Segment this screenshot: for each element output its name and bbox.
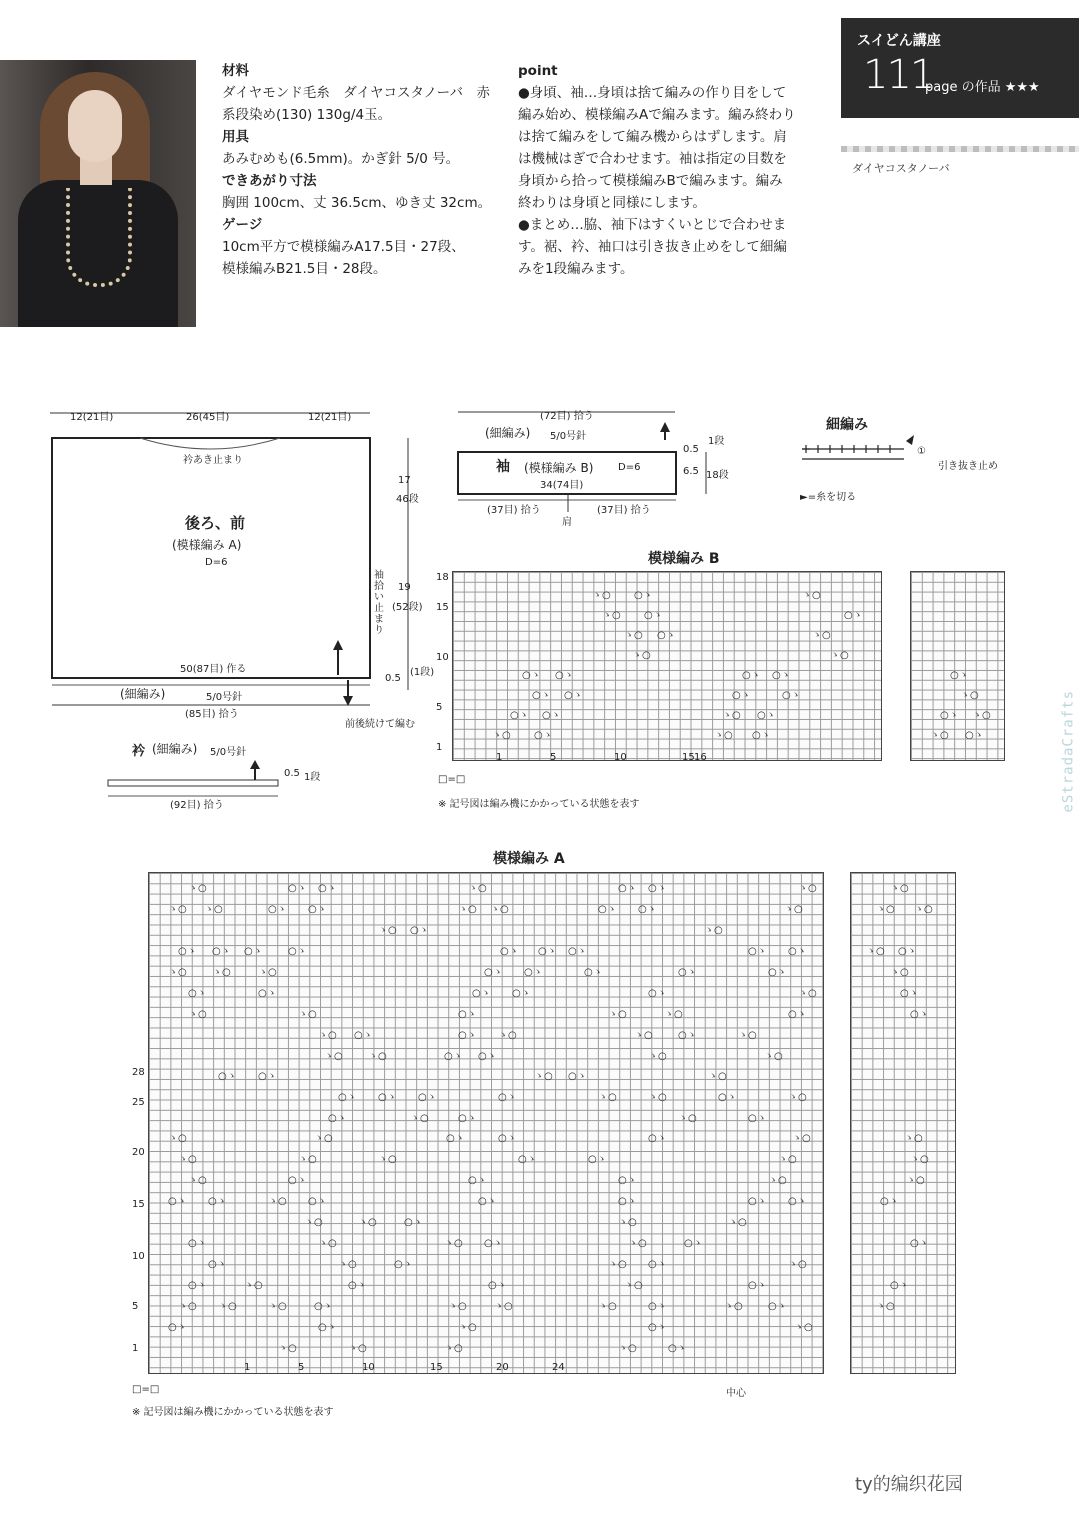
chart-b-row-1: 1 [436, 742, 443, 753]
collar-pattern: (細編み) [152, 742, 198, 756]
chart-b-row-18: 18 [436, 572, 449, 583]
sleeve-edge-label: (細編み) [485, 426, 531, 440]
page-suffix: page の作品 ★★★ [925, 80, 1040, 95]
series-title: スイどん講座 [857, 33, 941, 49]
hem-rows: (1段) [410, 667, 435, 678]
chart-a-row-20: 20 [132, 1147, 145, 1158]
sc-end-note: 引き抜き止め [938, 461, 998, 472]
sleeve-d-value: D=6 [618, 462, 641, 473]
gauge-line-1: 10cm平方で模様編みA17.5目・27段、 [222, 239, 465, 255]
chart-b-note: ※ 記号図は編み機にかかっている状態を表す [438, 799, 640, 810]
chart-a-note: ※ 記号図は編み機にかかっている状態を表す [132, 1407, 334, 1418]
chart-a-col-24: 24 [552, 1362, 565, 1373]
chart-b-col-16: 16 [694, 752, 707, 763]
sleeve-pick-left: (37目) 拾う [487, 505, 541, 516]
chart-a-title: 模様編み A [493, 851, 565, 867]
shoulder-label: 肩 [562, 517, 572, 528]
sleeve-length-rows: 18段 [706, 470, 729, 481]
side-lower-cm: 19 [398, 582, 411, 593]
chart-b-repeat-symbols: ○ゝ ゝ○ ○ゝ ゝ○ ゝ○ ○ゝ [930, 670, 991, 741]
chart-a-row-5: 5 [132, 1301, 139, 1312]
chart-b-legend: □=□ [438, 774, 466, 785]
continuous-note: 前後続けて編む [345, 719, 415, 730]
chart-b-col-5: 5 [550, 752, 557, 763]
yarn-name: ダイヤコスタノーバ [852, 162, 950, 175]
chart-a-col-20: 20 [496, 1362, 509, 1373]
chart-b-symbols: ゝ○ ○ゝ ゝ○ ○ゝ ゝ○ ○ゝ ゝ○ ○ゝ ○ゝ ○ゝ ○ゝ ○ゝ ○ゝ ゝ○ ○ゝ ゝ○ ○ゝ ゝ○ ゝ○ ○ゝ ○ゝ ○ゝ ○ゝ ゝ○ ○ゝ ゝ○ ○ゝ [492, 590, 863, 741]
chart-a-center: 中心 [726, 1388, 746, 1399]
hem-cm: 0.5 [385, 673, 401, 684]
chart-b-col-15: 15 [682, 752, 695, 763]
model-photo [0, 60, 196, 327]
hem-hook: 5/0号針 [206, 692, 243, 703]
chart-b-title: 模様編み B [648, 551, 720, 567]
side-lower-rows: (52段) [392, 602, 423, 613]
collar-hook: 5/0号針 [210, 747, 247, 758]
chart-a-symbols: ゝ○ ○ゝ ○ゝ ゝ○ ○ゝ ○ゝ ゝ○ ゝ○ ゝ○ ○ゝ ○ゝ ゝ○ ゝ○ ○ゝ ○ゝ ゝ○ ゝ○ ○ゝ ゝ○ ○ゝ ○ゝ ○ゝ ○ゝ ○ゝ ○ゝ ○ゝ ○ゝ ○ゝ ゝ○ ゝ○ ゝ○ ○ゝ ○ゝ ○ゝ ○ゝ ○ゝ ○ゝ ○ゝ ○ゝ ○ゝ ○ゝ ゝ○ ゝ○ ゝ○ ○ゝ ゝ○ ゝ○ ○ゝ ゝ○ ○ゝ ○ゝ ゝ○ ゝ○ ○ゝ ゝ○ ゝ○ ゝ○ ○ゝ ○ゝ ゝ○ ゝ○ ○ゝ ○ゝ ゝ○ ○ゝ ゝ○ ○ゝ ○ゝ ○ゝ ○ゝ ゝ○ ゝ○ ○ゝ ゝ○ ○ゝ ゝ○ ○ゝ ゝ○ ○ゝ ゝ○ ゝ○ ○ゝ ○ゝ ○ゝ ゝ○ ゝ○ ゝ○ ゝ○ ○ゝ ○ゝ ゝ○ ゝ○ ○ゝ ○ゝ ○ゝ ゝ○ ○ゝ ○ゝ ゝ○ ○ゝ ○ゝ ○ゝ ○ゝ ○ゝ ゝ○ ゝ○ ○ゝ ゝ○ ゝ○ ○ゝ ゝ○ ゝ○ ○ゝ ゝ○ ○ゝ ○ゝ ゝ○ ○ゝ ゝ○ ○ゝ ゝ○ ○ゝ ゝ○ ○ゝ ○ゝ ゝ○ ○ゝ ゝ○ ゝ○ ゝ○ ○ゝ ゝ○ ゝ○ ゝ○ ○ゝ ゝ○ ○ゝ ○ゝ ○ゝ ゝ○ ○ゝ ゝ○ ゝ○ ゝ○ ゝ○ ゝ○ ○ゝ [168, 883, 817, 1354]
gauge-line-2: 模様編みB21.5目・28段。 [222, 261, 387, 277]
materials-body: ダイヤモンド毛糸 ダイヤコスタノーバ 赤系段染め(130) 130g/4玉。 [222, 85, 490, 123]
chart-a-row-15: 15 [132, 1199, 145, 1210]
collar-height: 0.5 [284, 768, 300, 779]
body-d-value: D=6 [205, 557, 228, 568]
sleeve-length-cm: 6.5 [683, 466, 699, 477]
header-rule [841, 146, 1079, 152]
page-number: 111 [863, 52, 934, 98]
neck-opening-label: 衿あき止まり [183, 455, 243, 466]
chart-a-row-28: 28 [132, 1067, 145, 1078]
point-body-2: ●まとめ…脇、袖下はすくいとじで合わせます。裾、衿、袖口は引き抜き止めをして細編みを1段編みます。 [518, 217, 787, 277]
point-title: point [518, 63, 558, 79]
side-upper-cm: 17 [398, 475, 411, 486]
hem-pickup: (85目) 拾う [185, 709, 239, 720]
hem-edge-label: (細編み) [120, 687, 166, 701]
chart-b-row-10: 10 [436, 652, 449, 663]
cast-on-label: 50(87目) 作る [180, 664, 247, 675]
size-body: 胸囲 100cm、丈 36.5cm、ゆき丈 32cm。 [222, 195, 492, 211]
gauge-title: ゲージ [222, 217, 263, 233]
materials-title: 材料 [222, 63, 249, 79]
body-pattern: (模様編み A) [172, 538, 242, 552]
chart-b-col-1: 1 [496, 752, 503, 763]
size-title: できあがり寸法 [222, 173, 317, 189]
collar-title: 衿 [132, 744, 146, 759]
chart-a-col-1: 1 [244, 1362, 251, 1373]
tools-title: 用具 [222, 129, 249, 145]
chart-a-col-15: 15 [430, 1362, 443, 1373]
sleeve-pick-right: (37目) 拾う [597, 505, 651, 516]
tools-body: あみむめも(6.5mm)。かぎ針 5/0 号。 [222, 151, 460, 167]
chart-b-row-15: 15 [436, 602, 449, 613]
point-section [518, 60, 796, 280]
sleeve-pickup-top: (72目) 拾う [540, 411, 594, 422]
point-body-1: ●身頃、袖…身頃は捨て編みの作り目をして編み始め、模様編みAで編みます。編み終わりは捨て編みをして編み機からはずします。肩は機械はぎで合わせます。袖は指定の目数を身頃から拾って模様編みBで編みます。編み終わりは身頃と同様にします。 [518, 85, 796, 211]
chart-a-row-labels [132, 872, 146, 1374]
materials-section [222, 60, 502, 280]
chart-a-legend: □=□ [132, 1384, 160, 1395]
sc-marker: ① [917, 446, 926, 457]
body-top-mid: 26(45目) [186, 412, 230, 423]
body-title: 後ろ、前 [185, 514, 246, 532]
sleeve-width: 34(74目) [540, 480, 584, 491]
watermark-text: eStradaCrafts [1061, 690, 1077, 813]
sleeve-title: 袖 [496, 459, 510, 475]
sleeve-edge-rows: 1段 [708, 436, 725, 447]
sleeve-pattern: (模様編み B) [524, 461, 594, 475]
collar-pickup: (92目) 拾う [170, 800, 224, 811]
sleeve-pickup-end: 袖拾い止まり [374, 570, 384, 636]
chart-a-col-10: 10 [362, 1362, 375, 1373]
sleeve-edge-cm: 0.5 [683, 444, 699, 455]
sc-title: 細編み [826, 417, 868, 433]
collar-rows: 1段 [304, 772, 321, 783]
sleeve-edge-hook: 5/0号針 [550, 431, 587, 442]
side-upper-rows: 46段 [396, 494, 419, 505]
sc-cut-note: ►=糸を切る [800, 492, 857, 503]
chart-a-col-5: 5 [298, 1362, 305, 1373]
chart-a-repeat-symbols: ゝ○ ゝ○ ゝ○ ゝ○ ○ゝ ゝ○ ○ゝ ○ゝ ゝ○ ゝ○ ゝ○ ○ゝ ○ゝ ○ゝ ゝ○ [866, 883, 933, 1312]
page-header [841, 18, 1079, 118]
sc-symbol-row [798, 435, 918, 475]
body-top-right: 12(21目) [308, 412, 352, 423]
wechat-watermark: ty的编织花园 [855, 1474, 963, 1495]
body-top-left: 12(21目) [70, 412, 114, 423]
chart-b-row-labels [436, 571, 450, 761]
chart-a-row-1: 1 [132, 1343, 139, 1354]
chart-b-col-10: 10 [614, 752, 627, 763]
chart-a-row-10: 10 [132, 1251, 145, 1262]
chart-b-row-5: 5 [436, 702, 443, 713]
chart-a-row-25: 25 [132, 1097, 145, 1108]
